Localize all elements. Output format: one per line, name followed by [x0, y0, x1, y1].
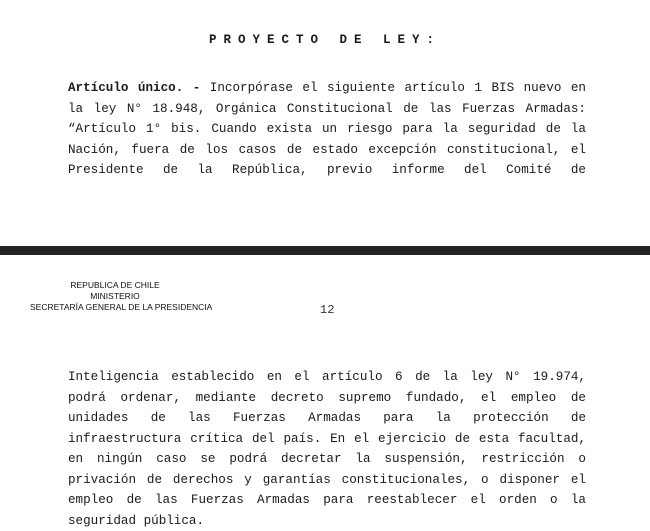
text-line: privación de derechos y garantías constitucionales, o disponer el: [68, 470, 586, 491]
text-line: Presidente de la República, previo informe del Comité de: [68, 160, 586, 181]
letterhead-department: SECRETARÍA GENERAL DE LA PRESIDENCIA: [30, 302, 200, 313]
ministry-letterhead: [30, 280, 200, 313]
page-break-divider: [0, 246, 650, 255]
page-number: 12: [320, 303, 334, 317]
text-line-segment: Incorpórase el siguiente artículo 1 BIS nuevo en: [200, 81, 586, 95]
letterhead-country: REPUBLICA DE CHILE: [30, 280, 200, 291]
letterhead-ministry: MINISTERIO: [30, 291, 200, 302]
article-paragraph-start: [68, 78, 586, 181]
text-line: unidades de las Fuerzas Armadas para la protección de: [68, 408, 586, 429]
document-title: PROYECTO DE LEY:: [0, 33, 650, 47]
text-line: la ley N° 18.948, Orgánica Constitucional de las Fuerzas Armadas:: [68, 99, 586, 120]
text-line: Nación, fuera de los casos de estado excepción constitucional, el: [68, 140, 586, 161]
document-page-bottom: [0, 255, 650, 520]
text-line: seguridad pública.: [68, 511, 586, 531]
article-heading: Artículo único. -: [68, 81, 200, 95]
article-paragraph-continued: [68, 367, 586, 531]
text-line: [68, 78, 586, 99]
text-line: infraestructura crítica del país. En el ejercicio de esta facultad,: [68, 429, 586, 450]
text-line: empleo de las Fuerzas Armadas para reestablecer el orden o la: [68, 490, 586, 511]
text-line: podrá ordenar, mediante decreto supremo fundado, el empleo de: [68, 388, 586, 409]
text-line: Inteligencia establecido en el artículo 6 de la ley N° 19.974,: [68, 367, 586, 388]
document-page-top: [0, 0, 650, 246]
text-line: “Artículo 1° bis. Cuando exista un riesgo para la seguridad de la: [68, 119, 586, 140]
text-line: en ningún caso se podrá decretar la suspensión, restricción o: [68, 449, 586, 470]
